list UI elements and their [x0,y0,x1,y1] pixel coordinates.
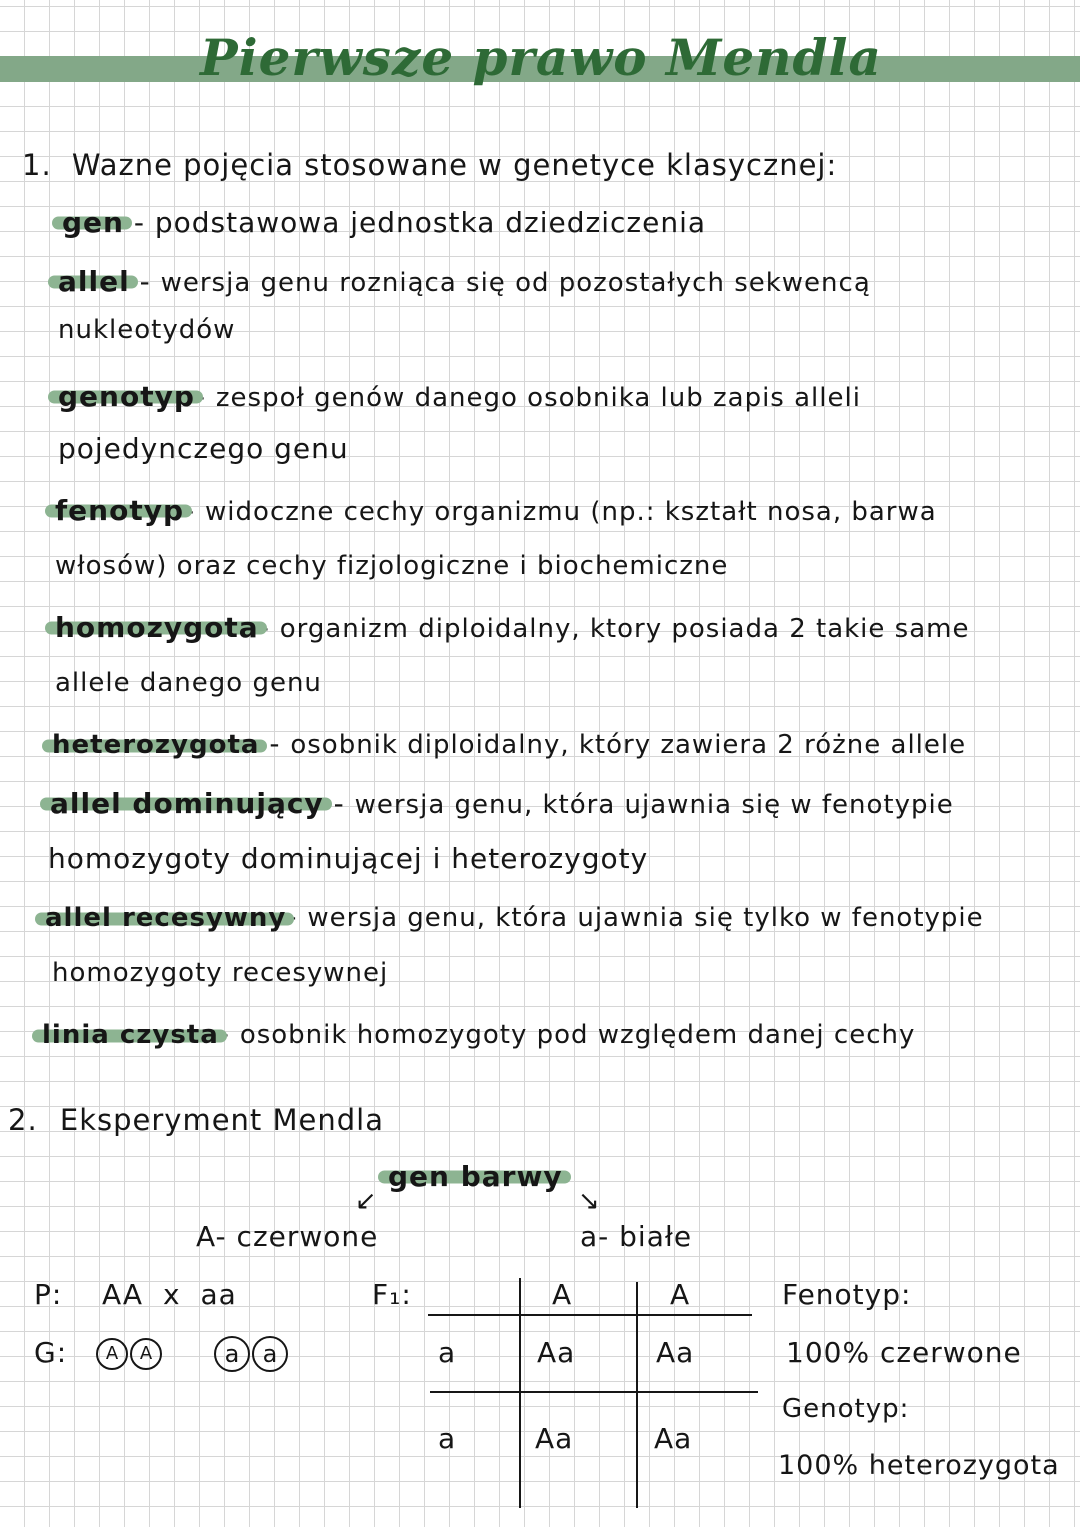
gamete-circle: a [252,1336,288,1372]
arrow-down-right-icon: ↘ [578,1186,600,1216]
definition-text: wersja genu, która ujawnia się tylko w fenotypie [307,903,984,933]
punnett-col-header: A [552,1278,573,1311]
parents-cross: AA x aa [102,1278,237,1311]
punnett-cell: Aa [537,1336,576,1369]
definition-allel-cont: nukleotydów [58,315,236,345]
definition-genotyp-cont: pojedynczego genu [58,432,349,465]
gamete-circle: A [96,1338,128,1370]
definition-text: podstawowa jednostka dziedziczenia [154,206,706,239]
parents-label: P: [34,1278,63,1311]
definition-text: wersja genu, która ujawnia się w fenotypie [354,790,954,820]
section1-title: Wazne pojęcia stosowane w genetyce klasycznej: [71,148,838,182]
punnett-line-h1 [428,1314,752,1316]
section2-number: 2. [8,1103,38,1137]
section2-title: Eksperyment Mendla [59,1103,384,1137]
term-allel-dominujacy: allel dominujący [50,787,324,820]
allele-recessive: a- białe [580,1220,693,1253]
gene-label [388,1160,563,1193]
definition-text: organizm diploidalny, ktory posiada 2 takie same [279,614,970,644]
genotype-label: Genotyp: [782,1394,910,1424]
definition-gen: gen - podstawowa jednostka dziedziczenia [62,206,706,239]
definition-homozygota: homozygota- organizm diploidalny, ktory posiada 2 takie same [55,611,970,644]
definition-allel-recesywny: allel recesywny- wersja genu, która ujawnia się tylko w fenotypie [45,900,984,933]
term-fenotyp: fenotyp [55,494,185,527]
definition-allel-dominujacy: allel dominujący - wersja genu, która ujawnia się w fenotypie [50,787,954,820]
punnett-row-header: a [438,1422,457,1455]
section1-heading [22,148,837,182]
phenotype-value: 100% czerwone [786,1336,1022,1369]
term-homozygota: homozygota [55,611,259,644]
arrow-down-left-icon: ↙ [355,1186,377,1216]
punnett-cell: Aa [656,1336,695,1369]
gamete-circle: A [130,1338,162,1370]
punnett-line-v1 [519,1278,521,1508]
definition-allel-dominujacy-cont: homozygoty dominującej i heterozygoty [48,842,649,875]
punnett-col-header: A [670,1278,691,1311]
section2-heading [8,1103,384,1137]
gametes-parent1 [96,1338,164,1370]
phenotype-label: Fenotyp: [782,1278,912,1311]
page-title: Pierwsze prawo Mendla [200,28,882,87]
gametes-parent2 [214,1336,290,1372]
definition-text: osobnik diploidalny, który zawiera 2 różne allele [290,730,967,760]
definition-allel-recesywny-cont: homozygoty recesywnej [52,958,389,988]
definition-text: widoczne cechy organizmu (np.: kształt nosa, barwa [205,497,937,527]
gene-label-text: gen barwy [388,1160,563,1193]
punnett-cell: Aa [654,1422,693,1455]
punnett-line-v2 [636,1282,638,1508]
f1-label: F₁: [372,1278,412,1311]
definition-allel: allel - wersja genu rozniąca się od pozostałych sekwencą [58,265,871,298]
definition-fenotyp: fenotyp- widoczne cechy organizmu (np.: kształt nosa, barwa [55,494,937,527]
section1-number: 1. [22,148,52,182]
term-gen: gen [62,206,124,239]
definition-text: zespoł genów danego osobnika lub zapis alleli [215,383,861,413]
gametes-label: G: [34,1336,68,1369]
gamete-circle: a [214,1336,250,1372]
definition-text: osobnik homozygoty pod względem danej cechy [239,1020,916,1050]
term-genotyp: genotyp [58,380,195,413]
punnett-line-h2 [430,1391,758,1393]
punnett-row-header: a [438,1336,457,1369]
term-linia-czysta: linia czysta [42,1020,219,1050]
definition-genotyp: genotyp- zespoł genów danego osobnika lub zapis alleli [58,380,861,413]
definition-linia-czysta: linia czysta- osobnik homozygoty pod względem danej cechy [42,1017,916,1050]
definition-homozygota-cont: allele danego genu [55,668,322,698]
punnett-cell: Aa [535,1422,574,1455]
genotype-value: 100% heterozygota [778,1450,1060,1481]
definition-heterozygota: heterozygota - osobnik diploidalny, który zawiera 2 różne allele [52,727,967,760]
definition-fenotyp-cont: włosów) oraz cechy fizjologiczne i biochemiczne [55,551,729,581]
term-allel: allel [58,265,130,298]
definition-text: wersja genu rozniąca się od pozostałych sekwencą [160,268,871,298]
allele-dominant: A- czerwone [196,1220,379,1253]
term-allel-recesywny: allel recesywny [45,903,287,933]
term-heterozygota: heterozygota [52,730,260,760]
